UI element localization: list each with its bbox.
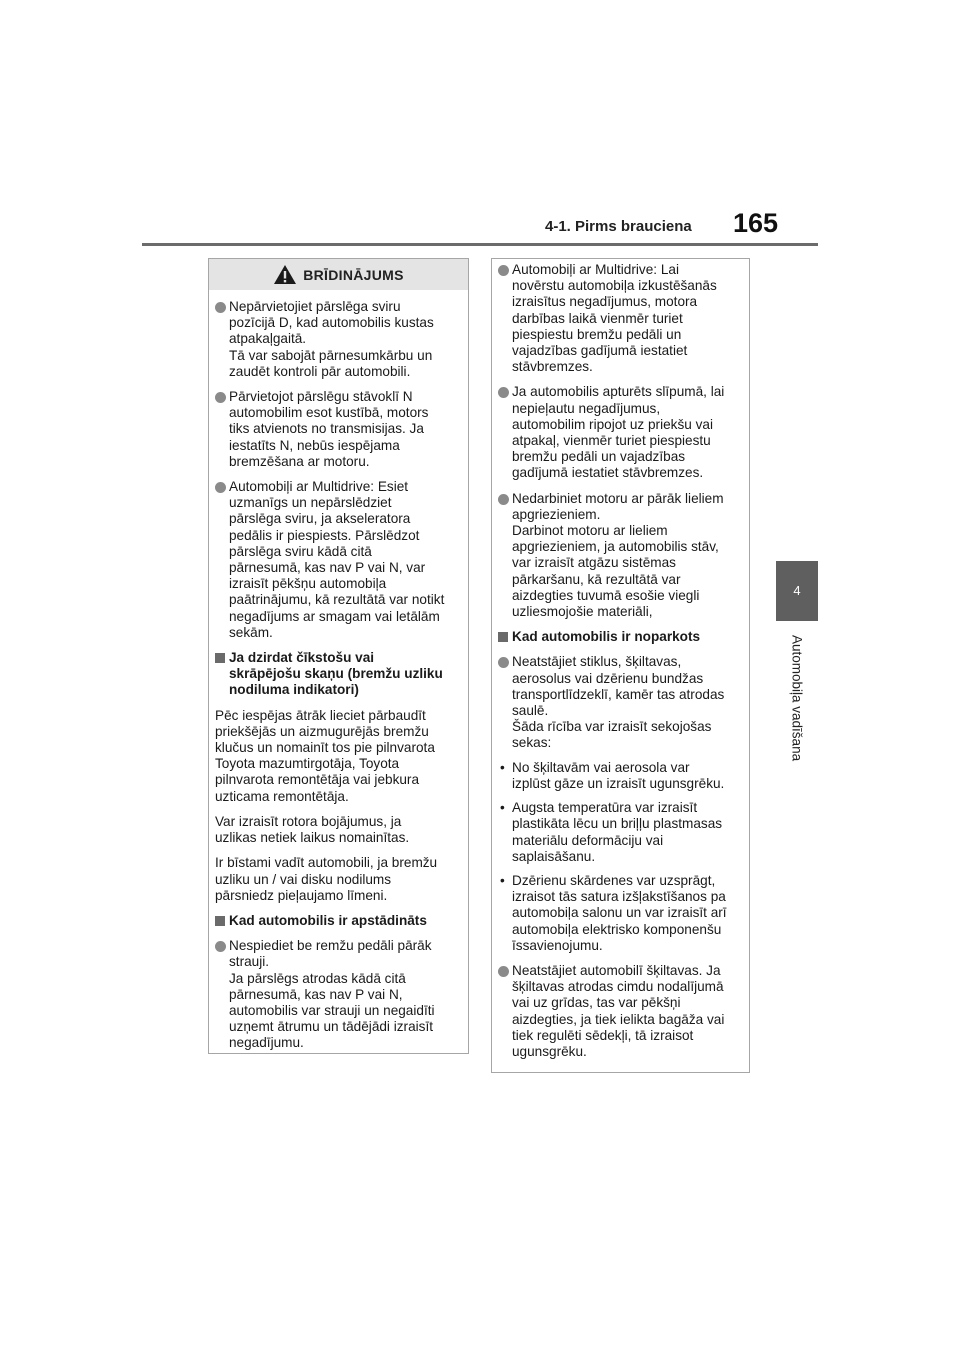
page-number: 165 (733, 208, 779, 238)
warning-item (215, 389, 460, 470)
text-line: paātrinājumu, kā rezultātā var notikt (229, 592, 445, 608)
text-line: transportlīdzeklī, kamēr tas atrodas (512, 686, 725, 702)
text-line: Nepārvietojiet pārslēga sviru (229, 299, 401, 314)
bullet-dot-icon (215, 392, 226, 403)
bullet-point-icon: • (500, 800, 505, 816)
subheading-stopped (215, 913, 460, 929)
square-bullet-icon (498, 632, 508, 642)
chapter-tab-number: 4 (776, 561, 818, 621)
text-line: Nedarbiniet motoru ar pārāk lieliem (512, 490, 724, 506)
text-line: bremzēšana ar motoru. (229, 453, 370, 469)
bullet-dot-icon (215, 941, 226, 952)
text-line: Automobiļi ar Multidrive: Lai (512, 262, 679, 277)
text-line: negadījumu. (229, 1035, 304, 1051)
text-line: priekšējās un aizmugurējās bremžu (215, 723, 429, 739)
warning-box-right-column (491, 258, 750, 1073)
text-line: aerosolus vai dzērienu bundžas (512, 670, 704, 686)
text-line: nepieļautu negadījumus, (512, 400, 661, 416)
warning-item (498, 491, 741, 621)
warning-header (209, 259, 468, 290)
text-line: Var izraisīt rotora bojājumus, ja (215, 813, 402, 829)
paragraph (215, 855, 460, 904)
text-line: ugunsgrēku. (512, 1043, 587, 1059)
text-line: uzliku un / vai disku nodilums (215, 871, 392, 887)
text-line: pozīcijā D, kad automobilis kustas (229, 315, 434, 331)
text-line: Pārvietojot pārslēgu stāvoklī N (229, 389, 413, 405)
text-line: automobilim ripojot uz priekšu vai (512, 416, 713, 432)
text-line: Pēc iespējas ātrāk lieciet pārbaudīt (215, 707, 426, 723)
text-line: automobilis var strauji un negaidīti (229, 1002, 435, 1018)
text-line: pārnesumā, kas nav P vai N, (229, 986, 403, 1002)
text-line: Kad automobilis ir apstādināts (229, 912, 427, 928)
warning-item (498, 654, 741, 751)
text-line: negadījums ar smagam vai letālām (229, 608, 440, 624)
text-line: Ja dzirdat čīkstošu vai (229, 650, 375, 666)
text-line: bremžu pedāli un vajadzības (512, 449, 686, 465)
bullet-point-icon: • (500, 759, 505, 775)
text-line: izplūst gāze un izraisīt ugunsgrēku. (512, 775, 725, 791)
bullet-dot-icon (498, 387, 509, 398)
chapter-tab-label (779, 635, 815, 795)
text-line: izraisot tās satura izšļakstīšanos pa (512, 889, 726, 905)
text-line: plastikāta lēcu un briļļu plastmasas (512, 816, 723, 832)
text-line: uzticama remontētāja. (215, 788, 349, 804)
text-line: Dzērienu skārdenes var uzsprāgt, (512, 872, 716, 888)
warning-box-left-column (208, 258, 469, 1054)
text-line: vajadzības gadījumā iestatiet (512, 343, 688, 359)
text-line: saulē. (512, 703, 549, 719)
text-line: pārslēga sviru kādā citā (229, 543, 372, 559)
text-line: Kad automobilis ir noparkots (512, 629, 701, 645)
text-line: piespiestu bremžu pedāli un (512, 326, 682, 342)
text-line: atpakaļgaitā. (229, 331, 307, 347)
text-line: stāvbremzes. (512, 359, 593, 375)
text-line: tiks atvienots no transmisijas. Ja (229, 421, 424, 437)
text-line: No šķiltavām vai aerosola var (512, 759, 690, 775)
text-line: pārsniedz pieļaujamo līmeni. (215, 887, 388, 903)
text-line: automobiļa salonu un var izraisīt arī (512, 905, 727, 921)
warning-title: BRĪDINĀJUMS (303, 266, 404, 283)
text-line: uzlikas netiek laikus nomainītas. (215, 830, 410, 846)
text-line: saplaisāšanu. (512, 848, 596, 864)
text-line: uzliesmojošie materiāli, (512, 604, 653, 620)
text-line: gadījumā iestatiet stāvbremzes. (512, 465, 704, 481)
chapter-tab-label-text: Automobiļa vadīšana (789, 635, 805, 762)
warning-triangle-icon (273, 264, 297, 285)
bullet-dot-icon (498, 265, 509, 276)
text-line: var izraisīt atgāzu sistēmas (512, 555, 676, 571)
paragraph (215, 708, 460, 805)
text-line: apgriezieniem. (512, 506, 601, 522)
text-line: automobilim esot kustībā, motors (229, 405, 429, 421)
text-line: pārnesumā, kas nav P vai N, var (229, 560, 426, 576)
text-line: zaudēt kontroli pār automobili. (229, 363, 411, 379)
text-line: automobiļa elektrisko komponenšu (512, 921, 722, 937)
text-line: vai uz grīdas, tas var pēkšņi (512, 995, 681, 1011)
text-line: Ir bīstami vadīt automobili, ja bremžu (215, 855, 438, 871)
bullet-dot-icon (498, 657, 509, 668)
text-line: pedālis ir piespiests. Pārslēdzot (229, 527, 420, 543)
text-line: sekām. (229, 624, 273, 640)
text-line: šķiltavas atrodas cimdu nodalījumā (512, 979, 724, 995)
text-line: aizdegties, ja tiek ielikta bagāža vai (512, 1011, 725, 1027)
bullet-dot-icon (498, 966, 509, 977)
sub-bullet-item (498, 800, 741, 865)
text-line: īssavienojumu. (512, 937, 603, 953)
text-line: uzmanīgs un nepārslēdziet (229, 495, 392, 511)
text-line: Darbinot motoru ar lieliem (512, 523, 668, 539)
text-line: Toyota mazumtirgotāja, Toyota (215, 756, 400, 772)
text-line: Ja pārslēgs atrodas kādā citā (229, 970, 406, 986)
text-line: novērstu automobiļa izkustēšanās (512, 278, 717, 294)
text-line: materiālu deformāciju vai (512, 832, 664, 848)
text-line: atpakaļ, vienmēr turiet piespiestu (512, 433, 711, 449)
text-line: strauji. (229, 954, 270, 970)
sub-bullet-item (498, 760, 741, 792)
subheading-brakes (215, 650, 460, 699)
bullet-point-icon: • (500, 872, 505, 888)
warning-item (498, 262, 741, 375)
text-line: Neatstājiet automobilī šķiltavas. Ja (512, 962, 721, 978)
warning-item (498, 963, 741, 1060)
text-line: uzņemt ātrumu un tādējādi izraisīt (229, 1019, 434, 1035)
subheading-parked (498, 629, 741, 645)
text-line: pilnvarota remontētāja vai jebkura (215, 772, 420, 788)
sub-bullet-item (498, 873, 741, 954)
text-line: tiek regulēti sēdekļi, tā izraisot (512, 1027, 694, 1043)
text-line: Automobiļi ar Multidrive: Esiet (229, 479, 409, 495)
paragraph (215, 814, 460, 846)
text-line: apgriezieniem, ja automobilis stāv, (512, 539, 719, 555)
square-bullet-icon (215, 653, 225, 663)
text-line: izraisīt pēkšņu automobiļa (229, 576, 387, 592)
header-divider (142, 243, 818, 246)
warning-item (215, 938, 460, 1051)
text-line: pārslēga sviru, ja akseleratora (229, 511, 411, 527)
warning-item (215, 299, 460, 380)
warning-item (215, 479, 460, 641)
text-line: Neatstājiet stiklus, šķiltavas, (512, 654, 682, 670)
text-line: iestatīts N, nebūs iespējama (229, 437, 400, 453)
section-title: 4-1. Pirms brauciena (545, 218, 692, 235)
warning-item (498, 384, 741, 481)
text-line: Augsta temperatūra var izraisīt (512, 800, 698, 816)
text-line: Nespiediet be remžu pedāli pārāk (229, 938, 432, 954)
text-line: aizdegties tuvumā esošie viegli (512, 587, 700, 603)
text-line: Ja automobilis apturēts slīpumā, lai (512, 384, 725, 400)
text-line: Tā var sabojāt pārnesumkārbu un (229, 347, 433, 363)
text-line: nodiluma indikatori) (229, 682, 359, 698)
text-line: izraisītus negadījumus, motora (512, 294, 698, 310)
bullet-dot-icon (498, 494, 509, 505)
text-line: pārkaršanu, kā rezultātā var (512, 571, 681, 587)
text-line: darbības laikā vienmēr turiet (512, 310, 683, 326)
text-line: skrāpējošu skaņu (bremžu uzliku (229, 666, 443, 682)
text-line: klučus un nomainīt tos pie pilnvarota (215, 740, 435, 756)
square-bullet-icon (215, 916, 225, 926)
text-line: sekas: (512, 735, 552, 751)
bullet-dot-icon (215, 482, 226, 493)
text-line: Šāda rīcība var izraisīt sekojošas (512, 719, 712, 735)
bullet-dot-icon (215, 302, 226, 313)
